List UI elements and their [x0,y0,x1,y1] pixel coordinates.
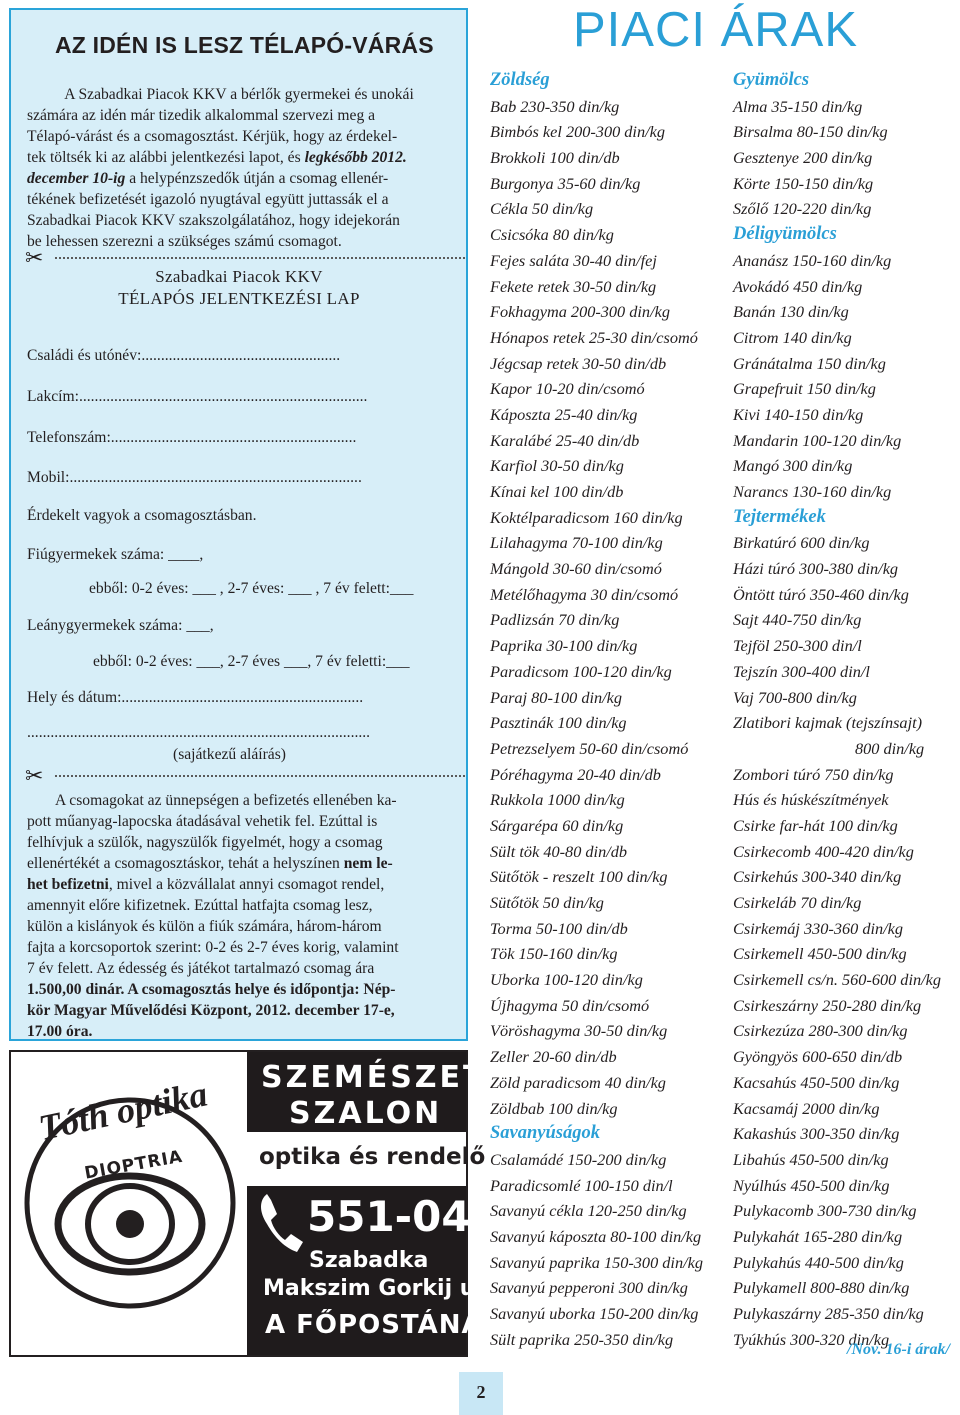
ad-city: Szabadka [309,1248,429,1273]
price-item: Tejszín 300-400 din/l [733,661,870,681]
price-item: Pulykahát 165-280 din/kg [733,1226,903,1246]
ad-line1: SZEMÉSZETI [261,1060,501,1095]
price-item: Paprika 30-100 din/kg [490,636,638,656]
price-category: Déligyümölcs [733,224,837,245]
price-item: Savanyú káposzta 80-100 din/kg [490,1226,702,1246]
place-date-field[interactable]: Hely és dátum:.............................................................. [27,689,364,706]
price-item: Avokádó 450 din/kg [733,276,863,296]
price-item: Gesztenye 200 din/kg [733,148,873,168]
price-item: Csirkecomb 400-420 din/kg [733,841,914,861]
notice-intro [27,84,451,252]
price-item: Ananász 150-160 din/kg [733,250,892,270]
ad-line2: SZALON [289,1096,443,1131]
price-item: Csirkeláb 70 din/kg [733,893,862,912]
price-item: Kivi 140-150 din/kg [733,404,864,424]
boys-ages-field[interactable]: ebből: 0-2 éves: ___ , 2-7 éves: ___ , 7 év felett:___ [89,580,414,597]
price-item: Házi túró 300-380 din/kg [733,559,899,579]
price-item: Zlatibori kajmak (tejszínsajt) [733,713,923,733]
intro-line: tékének befizetését igazoló nyugtával együtt juttassák el a [27,191,389,208]
price-item: Csirkemell 450-500 din/kg [733,944,907,964]
price-item: Káposzta 25-40 din/kg [490,404,638,424]
price-item: Vaj 700-800 din/kg [733,687,857,707]
page-number-box [459,1372,503,1415]
ad-landmark: A FŐPOSTÁNÁL [265,1310,501,1340]
price-item: Zeller 20-60 din/db [490,1047,617,1067]
boys-count-field[interactable]: Fiúgyermekek száma: ____, [27,546,204,563]
price-item: Narancs 130-160 din/kg [733,482,892,501]
closing-final: 1.500,00 dinár. A csomagosztás helye és időpontja: Nép- [27,981,396,998]
price-item: Sütőtök - reszelt 100 din/kg [490,867,668,887]
closing-line: külön a kislányok és külön a fiúk számára, három-három [27,918,382,935]
price-category: Tejtermékek [733,506,826,527]
intro-line: A Szabadkai Piacok KKV a bérlők gyermekei és unokái [64,86,414,103]
price-item: Sült paprika 250-350 din/kg [490,1329,674,1349]
price-item: Pulykamell 800-880 din/kg [733,1278,910,1298]
price-item: Banán 130 din/kg [733,302,849,322]
phone-field[interactable]: Telefonszám:............................................................... [27,429,357,446]
price-item: Brokkoli 100 din/db [490,148,620,168]
price-item: Sárgarépa 60 din/kg [490,815,624,835]
price-item: Kapor 10-20 din/csomó [490,379,645,399]
closing-line: ellenértékét a csomagosztáskor, tehát a helyszínen [27,855,344,872]
intro-line: Szabadkai Piacok KKV szakszolgálatához, hogy idejekorán [27,212,400,229]
price-item: Bimbós kel 200-300 din/kg [490,122,665,142]
price-item: Pulykaszárny 285-350 din/kg [733,1304,924,1323]
price-item: Mángold 30-60 din/csomó [490,559,662,579]
price-item: Szőlő 120-220 din/kg [733,199,872,219]
price-item: Fokhagyma 200-300 din/kg [490,302,670,322]
price-item: Zöldbab 100 din/kg [490,1098,618,1118]
price-item: Kakashús 300-350 din/kg [733,1124,900,1144]
price-item: Csirkemáj 330-360 din/kg [733,918,904,938]
price-category: Hús és húskészítmények [733,790,889,810]
price-item: Kínai kel 100 din/db [490,482,624,501]
price-item: Öntött túró 350-460 din/kg [733,584,909,604]
closing-line: felhívjuk a szülők, nagyszülők figyelmét, hogy a csomag [27,834,383,851]
signature-field[interactable]: ........................................................................................ [27,724,371,741]
price-item: Hónapos retek 25-30 din/csomó [490,327,698,347]
price-item: Grapefruit 150 din/kg [733,379,876,399]
price-item: Karfiol 30-50 din/kg [490,456,624,476]
price-item: Uborka 100-120 din/kg [490,970,643,990]
form-title: TÉLAPÓS JELENTKEZÉSI LAP [118,289,360,308]
price-column-left [490,68,703,1352]
price-item: Sajt 440-750 din/kg [733,610,862,630]
price-item: Nyúlhús 450-500 din/kg [733,1175,890,1195]
price-item: Pasztinák 100 din/kg [490,713,627,733]
price-item: Paradicsomlé 100-150 din/l [490,1175,673,1195]
price-item: Padlizsán 70 din/kg [490,610,620,630]
intro-line: a helypénzszedők útján a csomag ellenér- [125,170,389,187]
ad-tagline: optika és rendelő [259,1144,486,1170]
intro-line: Télapó-várást és a csomagosztást. Kérjük, hogy az érdekel- [27,128,398,145]
price-item: Tyúkhús 300-320 din/kg [733,1329,890,1349]
price-item: Pulykahús 440-500 din/kg [733,1252,904,1272]
price-item: Citrom 140 din/kg [733,327,852,347]
price-item: Tejföl 250-300 din/l [733,636,862,656]
price-item: Torma 50-100 din/db [490,918,628,938]
closing-line: A csomagokat az ünnepségen a befizetés ellenében ka- [55,792,397,809]
closing-bold: nem le- [343,855,393,872]
price-item: Jégcsap retek 30-50 din/db [490,353,667,373]
girls-count-field[interactable]: Leánygyermekek száma: ___, [27,617,214,634]
price-footnote: /Nov. 16-i árak/ [847,1341,950,1358]
price-item: Mandarin 100-120 din/kg [733,430,902,450]
price-item: Zöld paradicsom 40 din/kg [490,1072,666,1092]
price-item: Paradicsom 100-120 din/kg [490,661,672,681]
closing-line: pott műanyag-lapocska átadásával vehetik fel. Ezúttal is [27,813,378,830]
signature-label: (sajátkezű aláírás) [173,746,286,763]
price-item: Birkatúró 600 din/kg [733,533,870,553]
notice-closing [27,790,451,1042]
ad-address: Makszim Gorkij u. 20 [263,1276,523,1301]
price-item: Savanyú uborka 150-200 din/kg [490,1304,699,1323]
price-item: Zombori túró 750 din/kg [733,764,894,784]
price-list-title: PIACI ÁRAK [573,3,859,57]
price-item: Alma 35-150 din/kg [733,96,863,116]
closing-final: kör Magyar Művelődési Központ, 2012. december 17-e, [27,1002,395,1019]
price-category: Savanyúságok [490,1123,600,1144]
price-item: Csirkemell cs/n. 560-600 din/kg [733,970,942,990]
notice-title: AZ IDÉN IS LESZ TÉLAPÓ-VÁRÁS [55,32,434,58]
price-item: Birsalma 80-150 din/kg [733,122,888,142]
price-item: Csicsóka 80 din/kg [490,225,614,245]
intro-date: december 10-ig [27,170,126,187]
price-item: Körte 150-150 din/kg [733,173,874,193]
ad-phone: 551-045 [307,1192,500,1241]
price-item: Savanyú pepperoni 300 din/kg [490,1278,688,1298]
girls-ages-field[interactable]: ebből: 0-2 éves: ___, 2-7 éves ___, 7 év feletti:___ [93,653,410,670]
dotted-divider [55,257,465,259]
price-item: Savanyú paprika 150-300 din/kg [490,1252,703,1272]
mobile-field[interactable]: Mobil:........................................................................... [27,469,362,486]
price-item: Burgonya 35-60 din/kg [490,173,641,193]
price-item: Csirkehús 300-340 din/kg [733,867,902,887]
name-field[interactable]: Családi és utónév:................................................... [27,347,341,364]
address-field[interactable]: Lakcím:.......................................................................... [27,388,368,405]
form-org: Szabadkai Piacok KKV [155,267,323,286]
price-item: Gránátalma 150 din/kg [733,353,886,373]
intro-deadline: legkésőbb 2012. [304,149,407,166]
price-category: Zöldség [490,70,550,90]
ad-logo-word: DIOPTRIA [83,1146,185,1184]
price-item: Vöröshagyma 30-50 din/kg [490,1021,668,1041]
price-item: Fejes saláta 30-40 din/fej [490,250,657,270]
closing-line: , mivel a közvállalat annyi csomagot rendel, [108,876,385,893]
closing-line: amennyit előre kifizetnek. Ezúttal hatfajta csomag lesz, [27,897,373,914]
price-item: Csirkeszárny 250-280 din/kg [733,995,922,1015]
page-number: 2 [476,1382,486,1402]
scissors-icon: ✂ [25,245,44,270]
price-item: Sütőtök 50 din/kg [490,893,604,912]
intro-line: számára az idén már tizedik alkalommal szervezi meg a [27,107,376,124]
closing-line: 7 év felett. Az édesség és játékot tartalmazó csomag ára [27,960,375,977]
intro-line: tek töltsék ki az alábbi jelentkezési lapot, és [27,149,305,166]
optics-ad [9,1050,523,1357]
scissors-icon: ✂ [25,763,44,788]
price-item: Fekete retek 30-50 din/kg [490,276,657,296]
price-item: Bab 230-350 din/kg [490,96,620,116]
price-item: Petrezselyem 50-60 din/csomó [490,738,689,758]
price-item: Gyöngyös 600-650 din/db [733,1047,903,1067]
price-column-right [733,68,941,1352]
price-item: Rukkola 1000 din/kg [490,790,625,810]
interest-statement: Érdekelt vagyok a csomagosztásban. [27,507,257,524]
price-category: Gyümölcs [733,70,810,90]
price-item: 800 din/kg [855,738,925,758]
price-item: Lilahagyma 70-100 din/kg [490,533,663,553]
closing-bold: het befizetni [27,876,109,893]
dotted-divider [55,775,465,777]
price-item: Pulykacomb 300-730 din/kg [733,1201,917,1221]
price-item: Koktélparadicsom 160 din/kg [490,507,683,527]
price-item: Kacsamáj 2000 din/kg [733,1098,880,1118]
cut-line [25,763,465,788]
price-item: Póréhagyma 20-40 din/db [490,764,661,784]
price-item: Kacsahús 450-500 din/kg [733,1072,900,1092]
price-item: Mangó 300 din/kg [733,456,853,476]
price-item: Savanyú cékla 120-250 din/kg [490,1201,687,1221]
closing-line: fajta a korcsoportok szerint: 0-2 és 2-7 éves korig, valamint [27,939,399,956]
phone-icon [257,1190,305,1256]
ad-brand: Tóth optika [35,1073,211,1149]
intro-line: be lehessen szerezni a szükséges számú csomagot. [27,233,342,250]
price-item: Újhagyma 50 din/csomó [490,995,650,1015]
price-item: Karalábé 25-40 din/db [490,430,640,450]
price-item: Csalamádé 150-200 din/kg [490,1149,667,1169]
price-item: Csirkezúza 280-300 din/kg [733,1021,908,1041]
closing-final: 17.00 óra. [27,1023,93,1040]
price-item: Libahús 450-500 din/kg [733,1149,889,1169]
notice-box [9,8,468,1041]
price-item: Csirke far-hát 100 din/kg [733,815,898,835]
price-item: Tök 150-160 din/kg [490,944,618,964]
price-item: Cékla 50 din/kg [490,199,594,219]
price-item: Metélőhagyma 30 din/csomó [490,584,679,604]
price-item: Paraj 80-100 din/kg [490,687,623,707]
price-item: Sült tök 40-80 din/db [490,841,628,861]
cut-line [25,245,465,270]
